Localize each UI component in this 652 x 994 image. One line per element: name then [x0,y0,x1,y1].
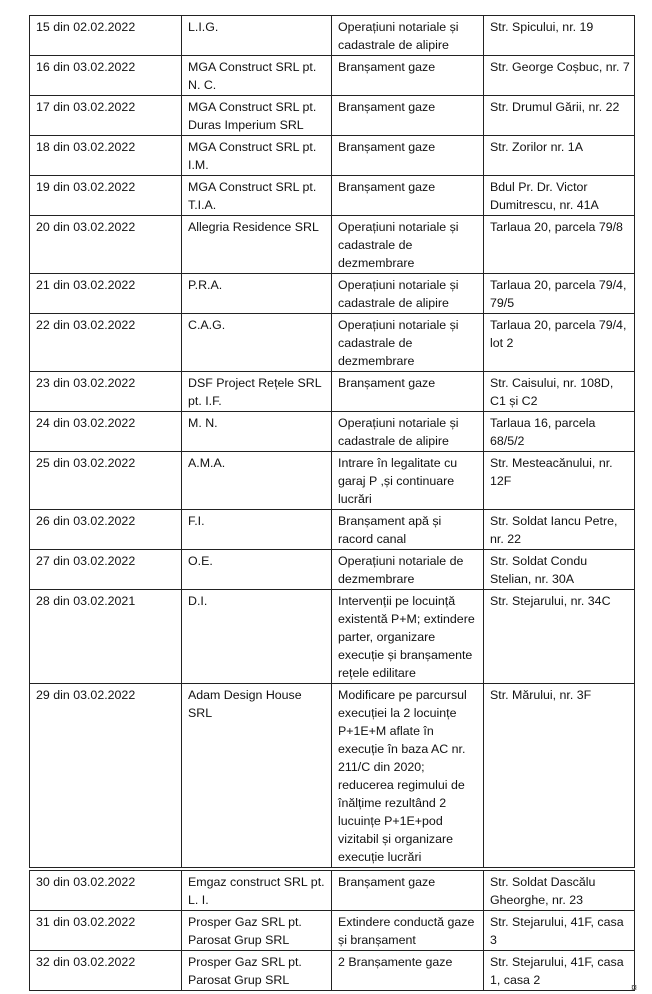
cell-address: Str. Mărului, nr. 3F [484,684,635,868]
cell-work-description: Extindere conductă gaze și branșament [332,911,484,951]
cell-beneficiary: M. N. [182,412,332,452]
cell-work-description: Branșament gaze [332,871,484,911]
cell-registration-number: 32 din 03.02.2022 [30,951,182,991]
table-row [30,216,635,274]
cell-registration-number: 25 din 03.02.2022 [30,452,182,510]
cell-work-description: Branșament apă și racord canal [332,510,484,550]
cell-beneficiary: Emgaz construct SRL pt. L. I. [182,871,332,911]
cell-work-description: 2 Branșamente gaze [332,951,484,991]
end-of-cell-mark: ¤ [631,982,638,994]
cell-registration-number: 31 din 03.02.2022 [30,911,182,951]
cell-address: Str. Mesteacănului, nr. 12F [484,452,635,510]
table-row [30,951,635,991]
cell-beneficiary: MGA Construct SRL pt. N. C. [182,56,332,96]
cell-work-description: Operațiuni notariale și cadastrale de alipire [332,16,484,56]
cell-registration-number: 30 din 03.02.2022 [30,871,182,911]
cell-address: Tarlaua 20, parcela 79/8 [484,216,635,274]
cell-work-description: Operațiuni notariale de dezmembrare [332,550,484,590]
cell-address: Bdul Pr. Dr. Victor Dumitrescu, nr. 41A [484,176,635,216]
cell-work-description: Branșament gaze [332,56,484,96]
cell-work-description: Operațiuni notariale și cadastrale de dezmembrare [332,216,484,274]
cell-beneficiary: MGA Construct SRL pt. T.I.A. [182,176,332,216]
cell-work-description: Branșament gaze [332,136,484,176]
cell-registration-number: 23 din 03.02.2022 [30,372,182,412]
cell-work-description: Branșament gaze [332,372,484,412]
cell-work-description: Operațiuni notariale și cadastrale de alipire [332,412,484,452]
cell-beneficiary: MGA Construct SRL pt. I.M. [182,136,332,176]
cell-address: Str. Zorilor nr. 1A [484,136,635,176]
table-row [30,510,635,550]
table-row [30,16,635,56]
cell-beneficiary: A.M.A. [182,452,332,510]
cell-address: Str. Caisului, nr. 108D, C1 și C2 [484,372,635,412]
cell-address: Str. Soldat Condu Stelian, nr. 30A [484,550,635,590]
cell-work-description: Operațiuni notariale și cadastrale de alipire [332,274,484,314]
cell-beneficiary: D.I. [182,590,332,684]
cell-address: Tarlaua 20, parcela 79/4, lot 2 [484,314,635,372]
cell-beneficiary: DSF Project Rețele SRL pt. I.F. [182,372,332,412]
cell-beneficiary: Allegria Residence SRL [182,216,332,274]
table-row [30,452,635,510]
cell-work-description: Operațiuni notariale și cadastrale de dezmembrare [332,314,484,372]
cell-address: Str. Stejarului, 41F, casa 3 [484,911,635,951]
table-row [30,911,635,951]
cell-registration-number: 21 din 03.02.2022 [30,274,182,314]
cell-address: Str. George Coșbuc, nr. 7 [484,56,635,96]
table-row [30,412,635,452]
cell-work-description: Intrare în legalitate cu garaj P ,și continuare lucrări [332,452,484,510]
cell-address: Str. Stejarului, 41F, casa 1, casa 2 [484,951,635,991]
cell-registration-number: 16 din 03.02.2022 [30,56,182,96]
cell-address: Str. Drumul Gării, nr. 22 [484,96,635,136]
cell-work-description: Branșament gaze [332,96,484,136]
table-row [30,56,635,96]
table-row [30,550,635,590]
cell-registration-number: 18 din 03.02.2022 [30,136,182,176]
permits-table-1 [29,15,635,868]
table-row [30,684,635,868]
cell-registration-number: 29 din 03.02.2022 [30,684,182,868]
cell-beneficiary: F.I. [182,510,332,550]
cell-beneficiary: Prosper Gaz SRL pt. Parosat Grup SRL [182,911,332,951]
table-row [30,176,635,216]
cell-registration-number: 28 din 03.02.2021 [30,590,182,684]
table-row [30,314,635,372]
cell-beneficiary: C.A.G. [182,314,332,372]
cell-registration-number: 24 din 03.02.2022 [30,412,182,452]
cell-work-description: Intervenții pe locuință existentă P+M; extindere parter, organizare execuție și branșamente rețele edilitare [332,590,484,684]
cell-address: Str. Soldat Iancu Petre, nr. 22 [484,510,635,550]
cell-registration-number: 26 din 03.02.2022 [30,510,182,550]
cell-registration-number: 27 din 03.02.2022 [30,550,182,590]
cell-work-description: Modificare pe parcursul execuției la 2 locuințe P+1E+M aflate în execuție în baza AC nr. 211/C din 2020; reducerea regimului de înălțime rezultând 2 lucuințe P+1E+pod vizitabil și organizare execuție lucrări [332,684,484,868]
table-row [30,96,635,136]
cell-beneficiary: Prosper Gaz SRL pt. Parosat Grup SRL [182,951,332,991]
cell-registration-number: 20 din 03.02.2022 [30,216,182,274]
cell-registration-number: 22 din 03.02.2022 [30,314,182,372]
table-row [30,590,635,684]
table-row [30,871,635,911]
cell-address: Tarlaua 16, parcela 68/5/2 [484,412,635,452]
cell-beneficiary: L.I.G. [182,16,332,56]
cell-address: Tarlaua 20, parcela 79/4, 79/5 [484,274,635,314]
cell-work-description: Branșament gaze [332,176,484,216]
cell-beneficiary: P.R.A. [182,274,332,314]
table-row [30,274,635,314]
cell-beneficiary: O.E. [182,550,332,590]
cell-address: Str. Spicului, nr. 19 [484,16,635,56]
cell-address: Str. Stejarului, nr. 34C [484,590,635,684]
table-row [30,372,635,412]
cell-registration-number: 17 din 03.02.2022 [30,96,182,136]
table-row [30,136,635,176]
cell-registration-number: 15 din 02.02.2022 [30,16,182,56]
cell-beneficiary: Adam Design House SRL [182,684,332,868]
cell-address: Str. Soldat Dascălu Gheorghe, nr. 23 [484,871,635,911]
cell-beneficiary: MGA Construct SRL pt. Duras Imperium SRL [182,96,332,136]
permits-table-2 [29,870,635,991]
cell-registration-number: 19 din 03.02.2022 [30,176,182,216]
